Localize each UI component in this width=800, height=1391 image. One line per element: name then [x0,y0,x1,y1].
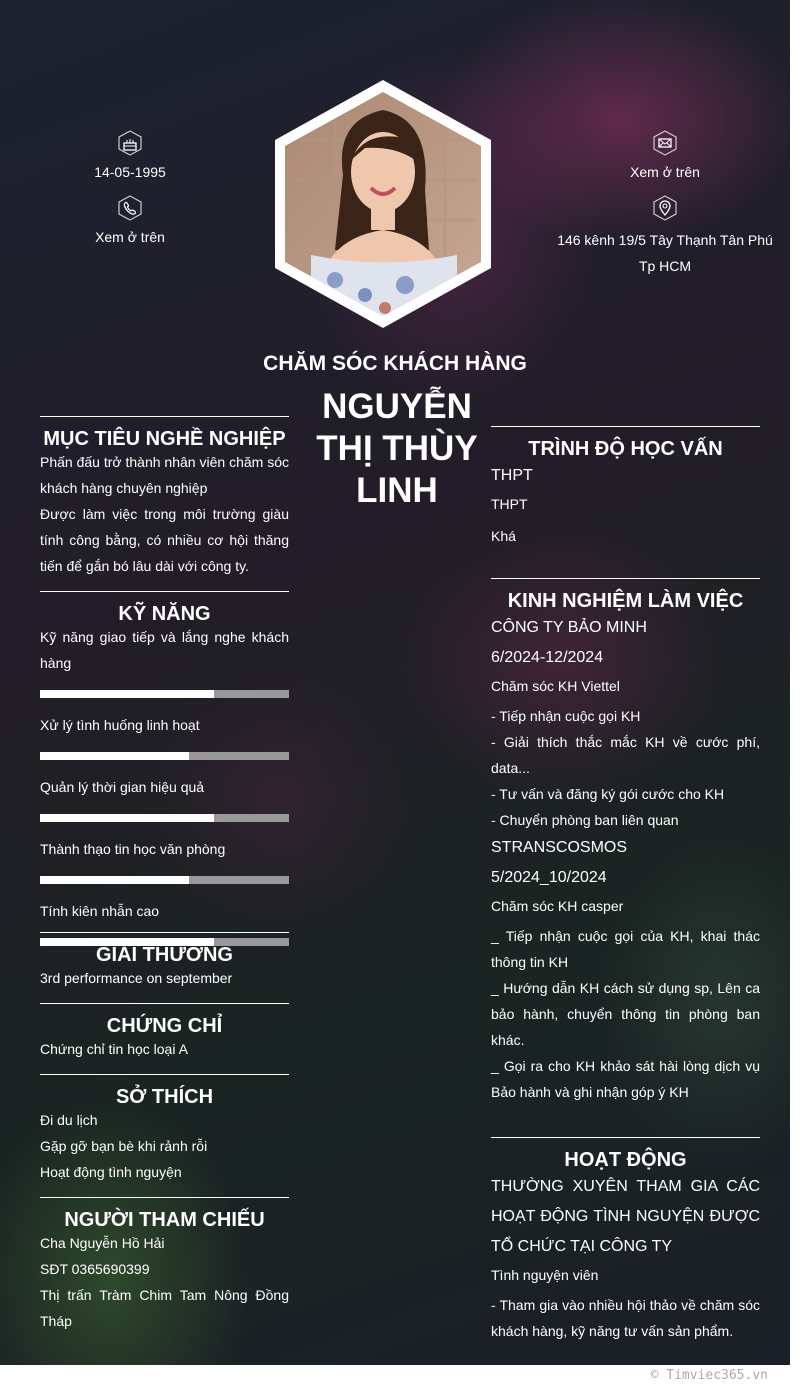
hobby-item: Gặp gỡ bạn bè khi rảnh rỗi [40,1138,208,1154]
awards-section [40,932,289,991]
skill-level-fill [40,690,214,698]
skills-list [40,624,289,946]
location-pin-icon [652,195,678,221]
skill-level-bar [40,690,289,698]
skill-label: Quản lý thời gian hiệu quả [40,779,205,795]
skill-item [40,624,289,698]
hobbies-section [40,1074,289,1185]
address-contact [548,195,782,279]
reference-line: Cha Nguyễn Hồ Hải [40,1235,165,1251]
activity-org: THƯỜNG XUYÊN THAM GIA CÁC HOẠT ĐỘNG TÌNH NGUYỆN ĐƯỢC TỔ CHỨC TẠI CÔNG TY [491,1178,760,1255]
address-line-2: Tp HCM [638,258,692,274]
objective-section [40,416,289,579]
skill-level-bar [40,752,289,760]
candidate-name: NGUYỄN THỊ THÙY LINH [316,387,478,510]
education-major: THPT [491,496,528,512]
activity-role: Tình nguyện viên [491,1267,599,1283]
reference-line: Thị trấn Tràm Chim Tam Nông Đồng Tháp [40,1287,289,1329]
skill-label: Thành thạo tin học văn phòng [40,841,226,857]
education-grade: Khá [491,528,516,544]
job-title: CHĂM SÓC KHÁCH HÀNG [263,352,527,375]
address-line-1: 146 kênh 19/5 Tây Thạnh Tân Phú [557,232,773,248]
certificates-text: Chứng chỉ tin học loại A [40,1041,188,1057]
skill-level-bar [40,876,289,884]
education-heading: TRÌNH ĐỘ HỌC VẤN [491,426,760,461]
job-detail: - Tư vấn và đăng ký gói cước cho KH [491,786,725,802]
objective-line: Được làm việc trong môi trường giàu tính công bằng, có nhiều cơ hội thăng tiến để gắn bó lâu dài với công ty. [40,506,289,574]
references-section [40,1197,289,1334]
job-company: STRANSCOSMOS [491,839,628,856]
skill-item [40,836,289,884]
job-detail: _ Hướng dẫn KH cách sử dụng sp, Lên ca bảo hành, chuyển thông tin phòng ban khác. [491,980,760,1048]
job-detail: - Tiếp nhận cuộc gọi KH [491,708,641,724]
job-position: Chăm sóc KH casper [491,898,624,914]
job-period: 6/2024-12/2024 [491,649,604,666]
phone-text: Xem ở trên [95,229,165,245]
footer [0,1365,800,1391]
certificates-section [40,1003,289,1062]
envelope-icon [652,130,678,156]
birthday-text: 14-05-1995 [94,164,166,180]
birthday-cake-icon [117,130,143,156]
email-text: Xem ở trên [630,164,700,180]
footer-watermark: © Timviec365.vn [650,1368,768,1383]
skill-item [40,774,289,822]
skill-level-fill [40,752,189,760]
skills-section [40,591,289,960]
job-detail: - Chuyển phòng ban liên quan [491,812,679,828]
hobby-item: Hoạt động tình nguyện [40,1164,182,1180]
education-school: THPT [491,467,533,484]
job-detail: - Giải thích thắc mắc KH về cước phí, data... [491,734,760,776]
skill-item [40,712,289,760]
experience-section [491,578,760,1105]
objective-line: Phấn đấu trở thành nhân viên chăm sóc khách hàng chuyên nghiệp [40,454,289,496]
skill-level-fill [40,876,189,884]
phone-contact [60,195,200,247]
awards-heading: GIẢI THƯỞNG [40,932,289,967]
email-contact [595,130,735,182]
skills-heading: KỸ NĂNG [40,591,289,626]
job-detail: _ Gọi ra cho KH khảo sát hài lòng dịch vụ Bảo hành và ghi nhận góp ý KH [491,1058,760,1100]
skill-level-bar [40,814,289,822]
job-company: CÔNG TY BẢO MINH [491,619,647,636]
hobby-item: Đi du lịch [40,1112,98,1128]
awards-text: 3rd performance on september [40,970,233,986]
activities-section [491,1137,760,1344]
education-section [491,426,760,549]
experience-heading: KINH NGHIỆM LÀM VIỆC [491,578,760,613]
job-period: 5/2024_10/2024 [491,869,607,886]
activity-detail: - Tham gia vào nhiều hội thảo về chăm sóc khách hàng, kỹ năng tư vấn sản phẩm. [491,1297,760,1339]
skill-label: Xử lý tình huống linh hoạt [40,717,200,733]
references-heading: NGƯỜI THAM CHIẾU [40,1197,289,1232]
birthday-contact [60,130,200,182]
job-position: Chăm sóc KH Viettel [491,678,620,694]
certificates-heading: CHỨNG CHỈ [40,1003,289,1038]
activities-heading: HOẠT ĐỘNG [491,1137,760,1172]
skill-label: Tính kiên nhẫn cao [40,903,160,919]
skill-level-fill [40,814,214,822]
avatar [275,80,491,328]
objective-heading: MỤC TIÊU NGHỀ NGHIỆP [40,416,289,451]
hobbies-heading: SỞ THÍCH [40,1074,289,1109]
reference-line: SĐT 0365690399 [40,1261,150,1277]
phone-icon [117,195,143,221]
skill-label: Kỹ năng giao tiếp và lắng nghe khách hàng [40,629,289,671]
job-detail: _ Tiếp nhận cuộc gọi của KH, khai thác thông tin KH [491,928,760,970]
